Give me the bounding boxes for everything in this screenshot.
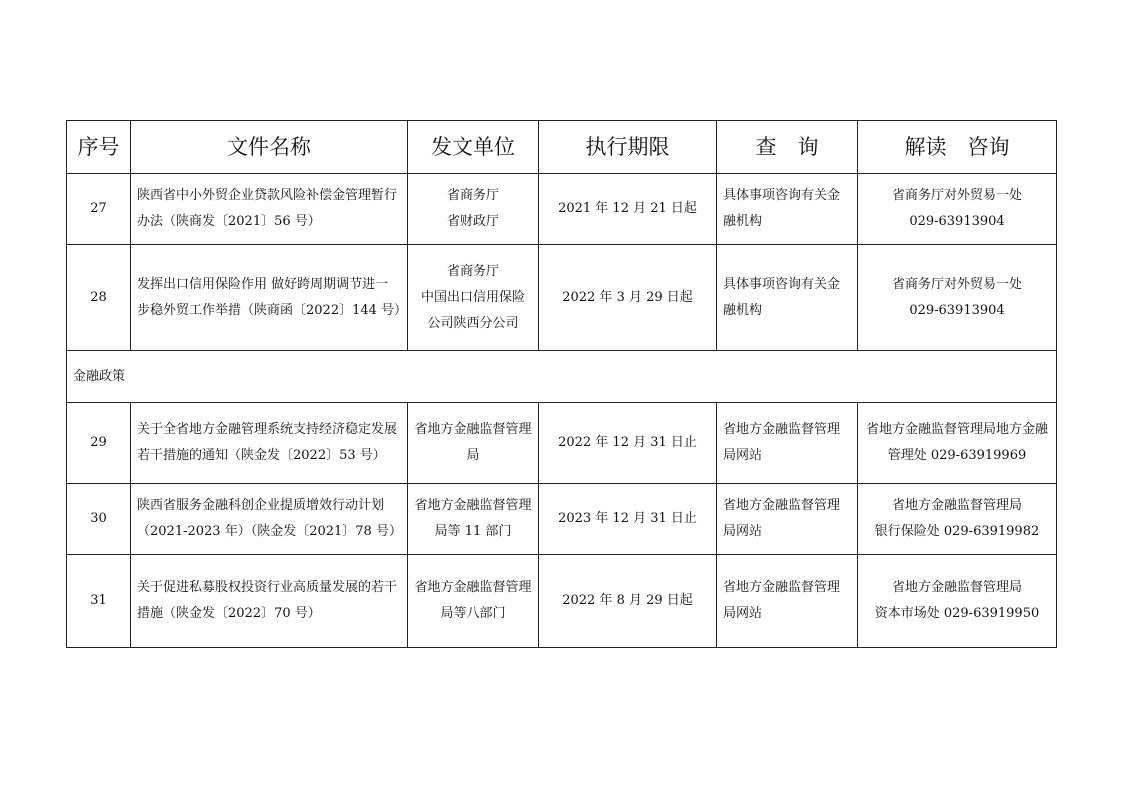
row-name: 关于全省地方金融管理系统支持经济稳定发展若干措施的通知（陕金发〔2022〕53 号） (131, 403, 408, 484)
header-issuer: 发文单位 (408, 121, 539, 174)
row-period: 2022 年 3 月 29 日起 (539, 245, 717, 351)
row-seq: 30 (67, 484, 131, 555)
row-consult: 省地方金融监督管理局地方金融管理处 029-63919969 (858, 403, 1057, 484)
row-period: 2022 年 12 月 31 日止 (539, 403, 717, 484)
row-consult: 省商务厅对外贸易一处 029-63913904 (858, 245, 1057, 351)
row-query: 具体事项咨询有关金融机构 (717, 174, 858, 245)
row-issuer: 省商务厅 中国出口信用保险 公司陕西分公司 (408, 245, 539, 351)
section-row (67, 351, 1057, 403)
row-query: 省地方金融监督管理局网站 (717, 555, 858, 648)
row-name: 发挥出口信用保险作用 做好跨周期调节进一步稳外贸工作举措（陕商函〔2022〕144 号） (131, 245, 408, 351)
row-consult: 省地方金融监督管理局 银行保险处 029-63919982 (858, 484, 1057, 555)
row-query: 具体事项咨询有关金融机构 (717, 245, 858, 351)
row-period: 2022 年 8 月 29 日起 (539, 555, 717, 648)
row-seq: 28 (67, 245, 131, 351)
row-issuer: 省地方金融监督管理局 (408, 403, 539, 484)
table-row (67, 245, 1057, 351)
row-issuer: 省商务厅 省财政厅 (408, 174, 539, 245)
header-consult: 解读 咨询 (858, 121, 1057, 174)
header-period: 执行期限 (539, 121, 717, 174)
row-consult: 省商务厅对外贸易一处 029-63913904 (858, 174, 1057, 245)
section-title: 金融政策 (67, 351, 1057, 403)
row-name: 陕西省服务金融科创企业提质增效行动计划（2021-2023 年）（陕金发〔2021〕78 号） (131, 484, 408, 555)
row-period: 2023 年 12 月 31 日止 (539, 484, 717, 555)
row-consult: 省地方金融监督管理局 资本市场处 029-63919950 (858, 555, 1057, 648)
row-period: 2021 年 12 月 21 日起 (539, 174, 717, 245)
policy-table (66, 120, 1057, 648)
row-seq: 29 (67, 403, 131, 484)
header-name: 文件名称 (131, 121, 408, 174)
header-row (67, 121, 1057, 174)
header-seq: 序号 (67, 121, 131, 174)
row-name: 关于促进私募股权投资行业高质量发展的若干措施（陕金发〔2022〕70 号） (131, 555, 408, 648)
row-query: 省地方金融监督管理局网站 (717, 403, 858, 484)
row-seq: 31 (67, 555, 131, 648)
header-query: 查 询 (717, 121, 858, 174)
row-query: 省地方金融监督管理局网站 (717, 484, 858, 555)
row-issuer: 省地方金融监督管理局等 11 部门 (408, 484, 539, 555)
table-row (67, 174, 1057, 245)
row-seq: 27 (67, 174, 131, 245)
row-name: 陕西省中小外贸企业贷款风险补偿金管理暂行办法（陕商发〔2021〕56 号） (131, 174, 408, 245)
table-row (67, 403, 1057, 484)
row-issuer: 省地方金融监督管理局等八部门 (408, 555, 539, 648)
table-row (67, 484, 1057, 555)
table-row (67, 555, 1057, 648)
